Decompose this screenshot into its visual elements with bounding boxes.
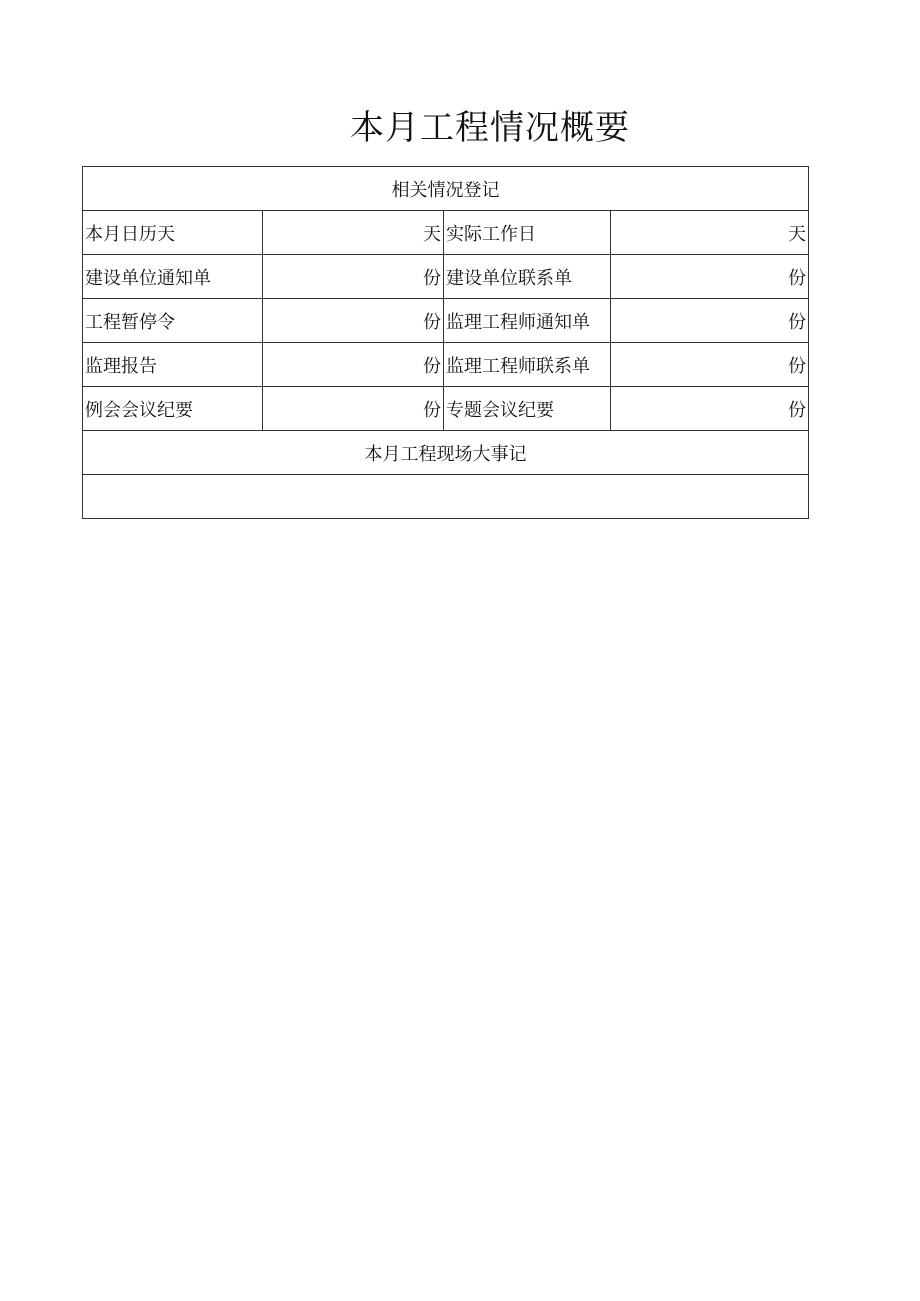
special-meeting-minutes-field[interactable]: 份 xyxy=(611,387,809,431)
table-row xyxy=(83,299,809,343)
calendar-days-field[interactable]: 天 xyxy=(263,211,444,255)
events-header: 本月工程现场大事记 xyxy=(83,431,809,475)
table-row xyxy=(83,387,809,431)
page-title: 本月工程情况概要 xyxy=(350,108,630,148)
owner-contact-label: 建设单位联系单 xyxy=(444,255,611,299)
engineer-contact-field[interactable]: 份 xyxy=(611,343,809,387)
engineer-notice-label: 监理工程师通知单 xyxy=(444,299,611,343)
events-record-area[interactable] xyxy=(83,475,809,519)
supervision-report-label: 监理报告 xyxy=(83,343,263,387)
engineer-contact-label: 监理工程师联系单 xyxy=(444,343,611,387)
events-header-row xyxy=(83,431,809,475)
regular-meeting-minutes-label: 例会会议纪要 xyxy=(83,387,263,431)
summary-table xyxy=(82,166,809,519)
events-record-row xyxy=(83,475,809,519)
registration-header: 相关情况登记 xyxy=(83,167,809,211)
suspension-order-field[interactable]: 份 xyxy=(263,299,444,343)
special-meeting-minutes-label: 专题会议纪要 xyxy=(444,387,611,431)
owner-notice-field[interactable]: 份 xyxy=(263,255,444,299)
owner-contact-field[interactable]: 份 xyxy=(611,255,809,299)
regular-meeting-minutes-field[interactable]: 份 xyxy=(263,387,444,431)
table-row xyxy=(83,211,809,255)
engineer-notice-field[interactable]: 份 xyxy=(611,299,809,343)
table-row xyxy=(83,255,809,299)
table-row xyxy=(83,343,809,387)
actual-workdays-label: 实际工作日 xyxy=(444,211,611,255)
actual-workdays-field[interactable]: 天 xyxy=(611,211,809,255)
suspension-order-label: 工程暂停令 xyxy=(83,299,263,343)
registration-header-row xyxy=(83,167,809,211)
calendar-days-label: 本月日历天 xyxy=(83,211,263,255)
owner-notice-label: 建设单位通知单 xyxy=(83,255,263,299)
supervision-report-field[interactable]: 份 xyxy=(263,343,444,387)
